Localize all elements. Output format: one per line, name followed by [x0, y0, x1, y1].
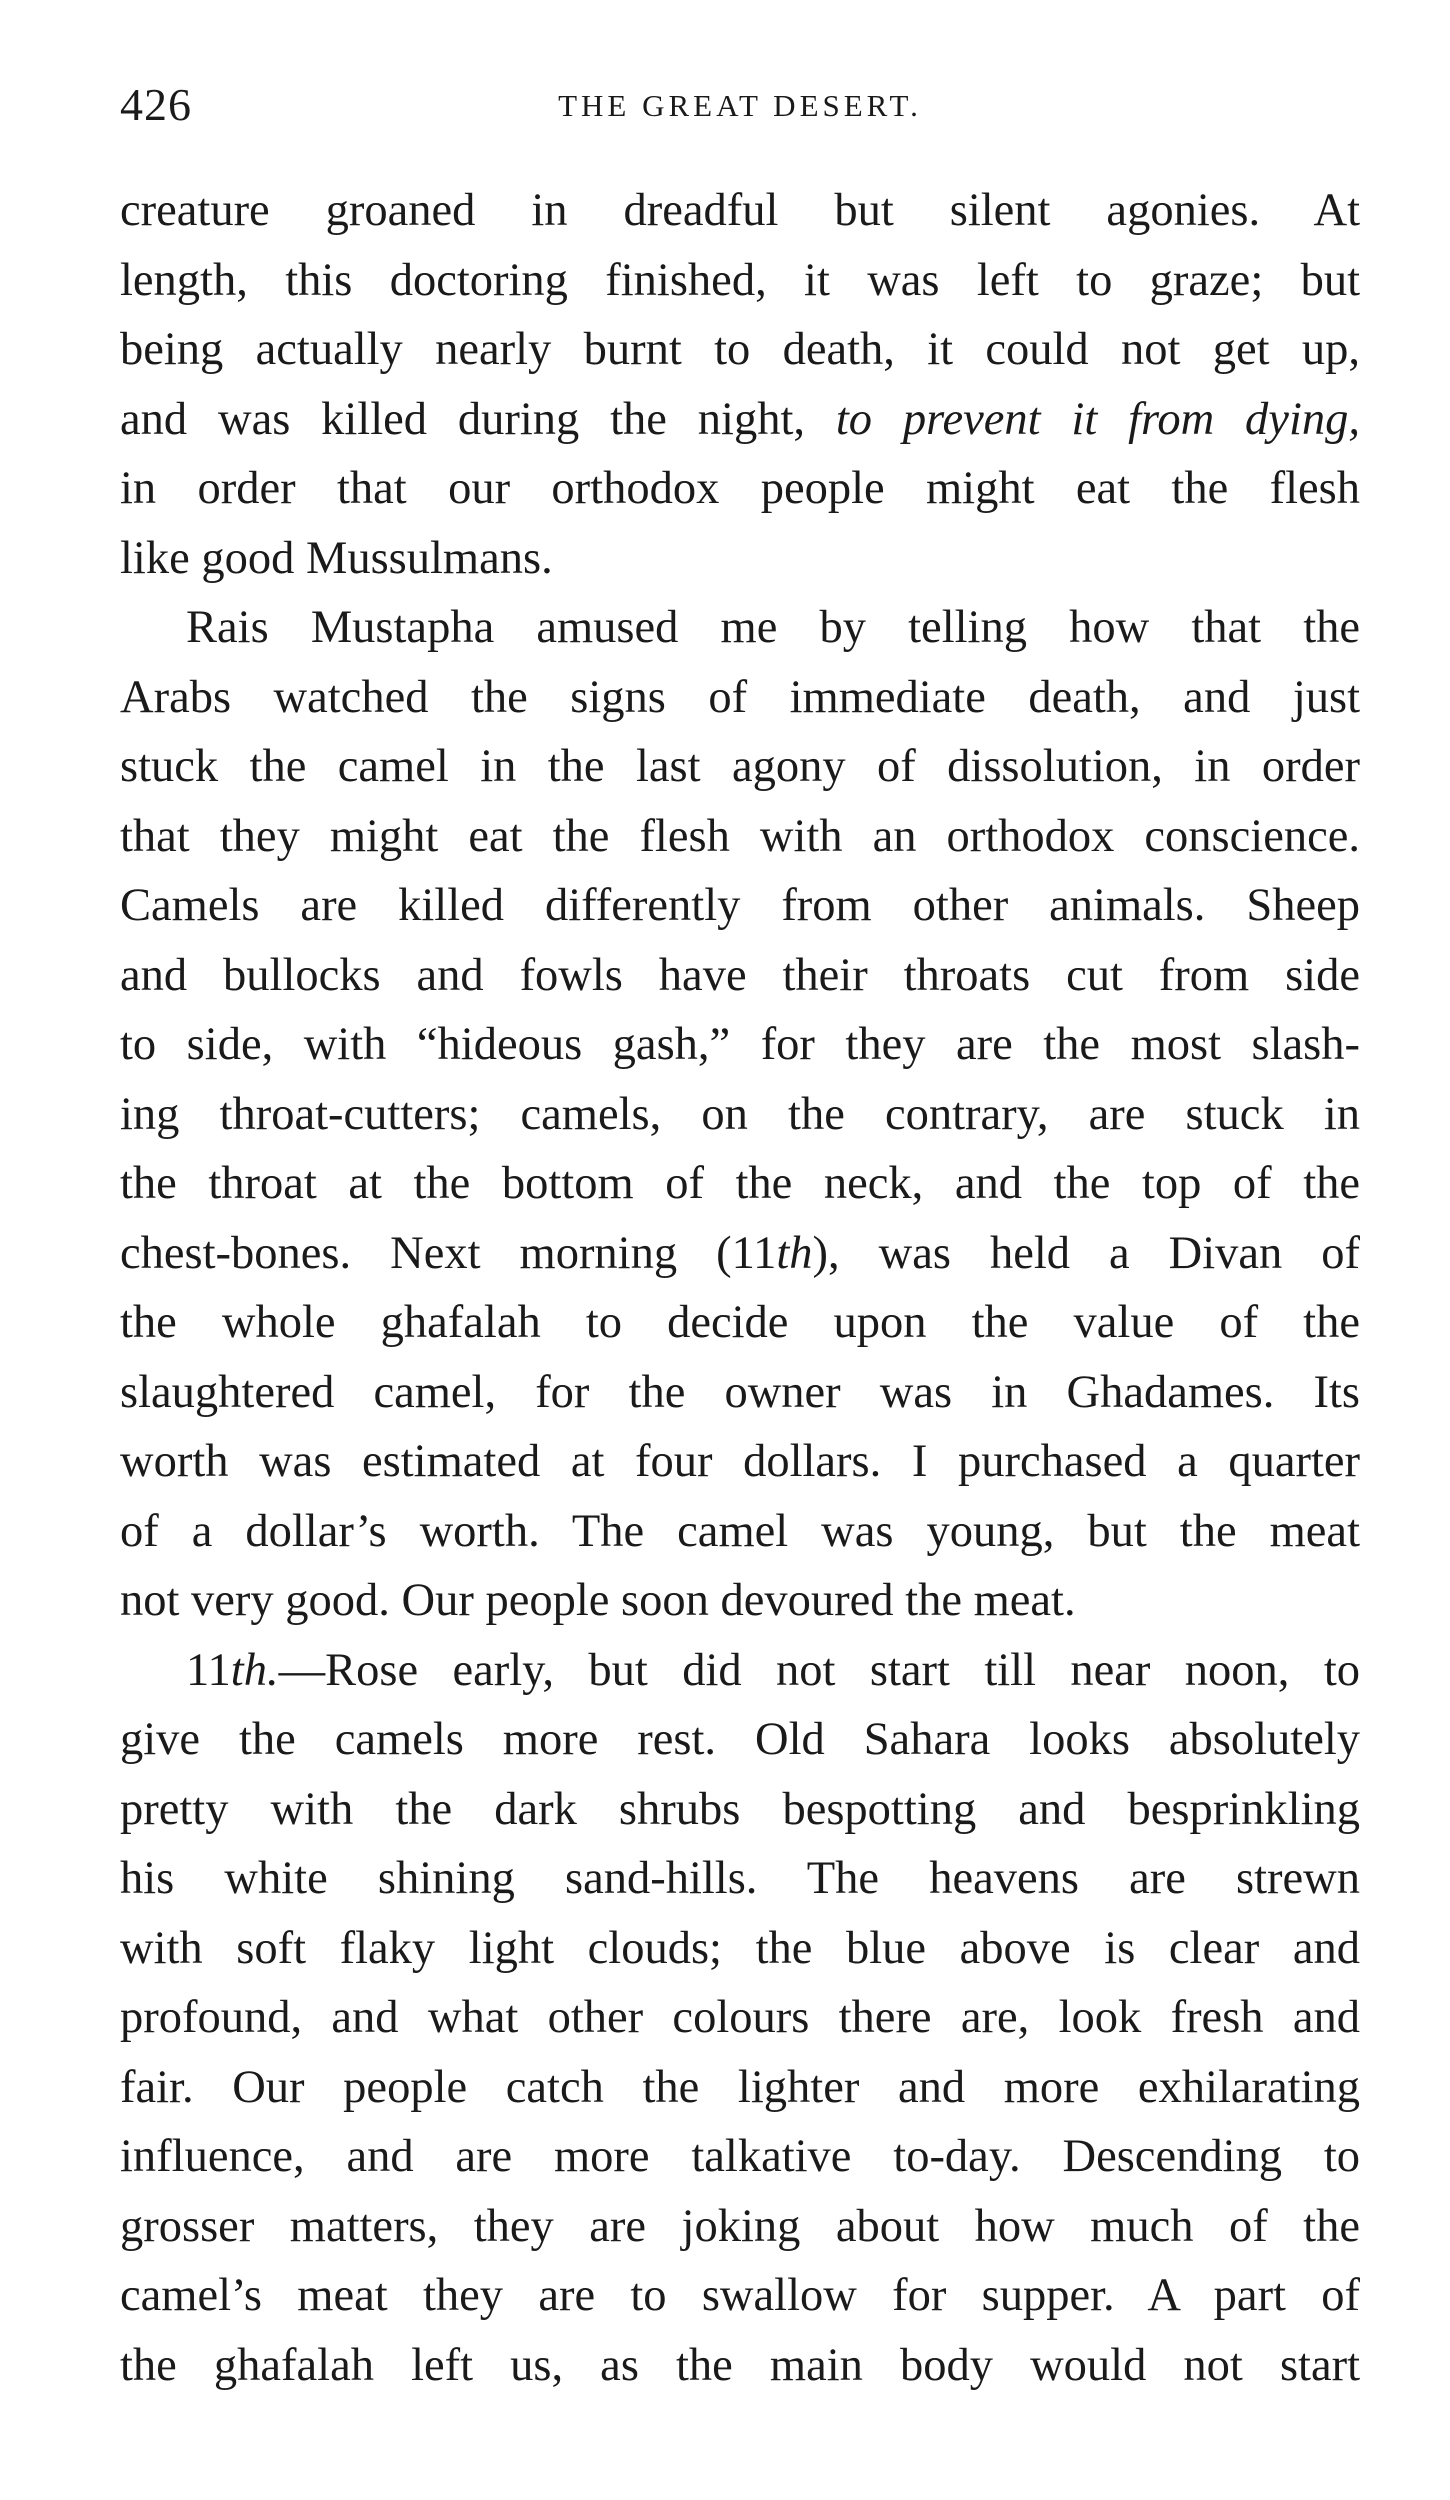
text-line: and bullocks and fowls have their throats cut from side — [120, 949, 1360, 1001]
text-line — [120, 385, 1360, 455]
text-line: give the camels more rest. Old Sahara looks absolutely — [120, 1714, 1360, 1765]
text-line: that they might eat the flesh with an orthodox conscience. — [120, 810, 1360, 862]
text-line: the throat at the bottom of the neck, and the top of the — [120, 1158, 1360, 1209]
text-run: —Rose early, but did not start till near noon, to — [278, 1644, 1360, 1696]
text-line: camel’s meat they are to swallow for supper. A part of — [120, 2270, 1360, 2321]
paragraph-start-line: Rais Mustapha amused me by telling how that the — [186, 602, 1360, 653]
body-text — [120, 176, 1360, 2400]
text-line: influence, and are more talkative to-day. Descending to — [120, 2131, 1360, 2182]
italic-run: th. — [230, 1644, 279, 1696]
text-line: with soft flaky light clouds; the blue above is clear and — [120, 1922, 1360, 1974]
text-line: grosser matters, they are joking about how much of the — [120, 2200, 1360, 2252]
text-run: and was killed during the night, — [120, 393, 836, 445]
text-run: ), was held a Divan of — [812, 1227, 1360, 1279]
date-run: 11 — [186, 1644, 231, 1696]
paragraph-end-line: not very good. Our people soon devoured the meat. — [120, 1575, 1076, 1626]
paragraph-start-line — [120, 1636, 1360, 1706]
text-line: Arabs watched the signs of immediate death, and just — [120, 671, 1360, 723]
text-line: profound, and what other colours there are, look fresh and — [120, 1992, 1360, 2043]
running-head — [120, 78, 1360, 138]
page-number: 426 — [120, 79, 192, 130]
running-title: THE GREAT DESERT. — [558, 88, 922, 123]
text-line: in order that our orthodox people might eat the flesh — [120, 463, 1360, 514]
italic-run: to prevent it from dying, — [835, 393, 1360, 445]
text-line: stuck the camel in the last agony of dissolution, in order — [120, 741, 1360, 792]
text-line: slaughtered camel, for the owner was in Ghadames. Its — [120, 1366, 1360, 1418]
text-line: length, this doctoring finished, it was left to graze; but — [120, 254, 1360, 306]
text-line — [120, 1219, 1360, 1289]
text-line: worth was estimated at four dollars. I purchased a quarter — [120, 1436, 1360, 1487]
text-line: Camels are killed differently from other animals. Sheep — [120, 880, 1360, 931]
text-line: being actually nearly burnt to death, it could not get up, — [120, 324, 1360, 375]
text-line: fair. Our people catch the lighter and more exhilarating — [120, 2061, 1360, 2113]
text-line: his white shining sand-hills. The heavens are strewn — [120, 1853, 1360, 1904]
text-line: of a dollar’s worth. The camel was young, but the meat — [120, 1505, 1360, 1557]
text-line: creature groaned in dreadful but silent agonies. At — [120, 185, 1360, 236]
text-line: ing throat-cutters; camels, on the contrary, are stuck in — [120, 1088, 1360, 1140]
paragraph-end-line: like good Mussulmans. — [120, 532, 553, 584]
text-line: pretty with the dark shrubs bespotting and besprinkling — [120, 1783, 1360, 1835]
text-line: to side, with “hideous gash,” for they are the most slash- — [120, 1019, 1360, 1070]
text-run: chest-bones. Next morning (11 — [120, 1227, 777, 1279]
text-line: the ghafalah left us, as the main body would not start — [120, 2339, 1360, 2391]
italic-run: th — [776, 1227, 813, 1279]
text-line: the whole ghafalah to decide upon the value of the — [120, 1297, 1360, 1348]
